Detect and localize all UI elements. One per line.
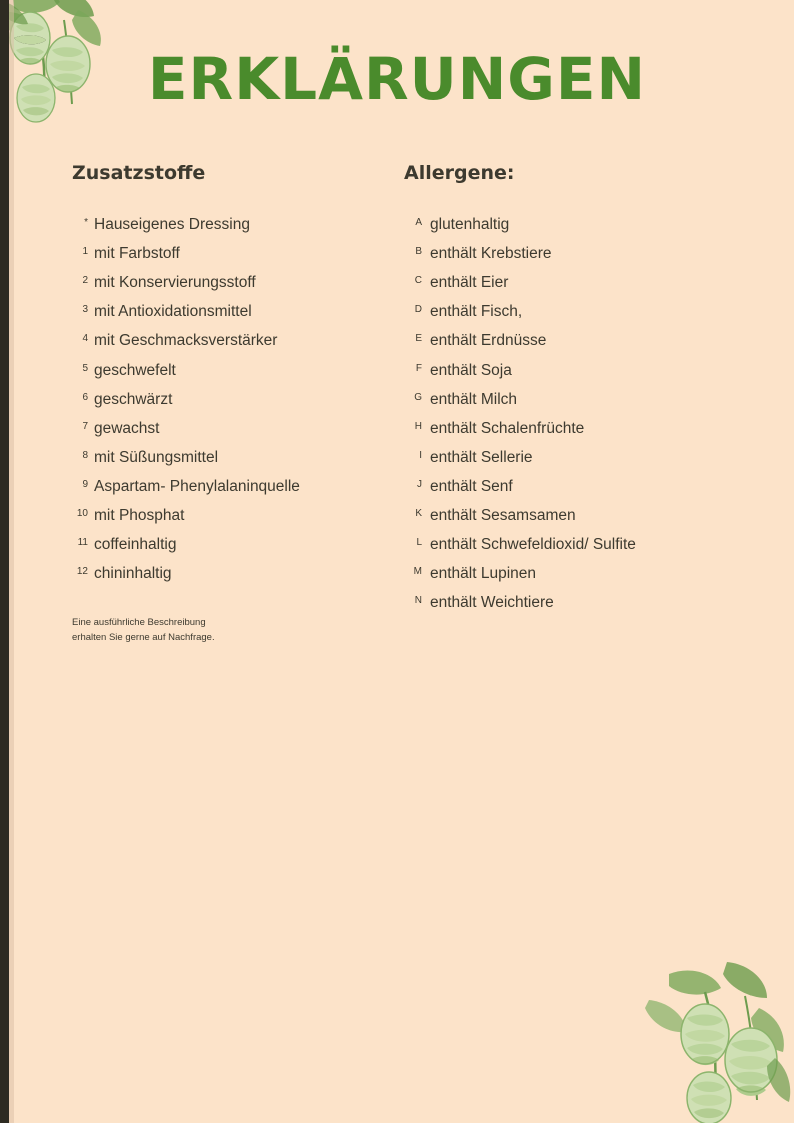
additive-marker: 6 <box>82 391 88 403</box>
allergen-marker: A <box>415 217 422 228</box>
list-item <box>404 270 746 295</box>
allergen-marker: F <box>415 362 422 374</box>
additive-marker: 7 <box>82 420 88 432</box>
additive-label: mit Geschmacksverstärker <box>94 332 278 350</box>
additive-label: geschwärzt <box>94 390 173 408</box>
allergen-label: enthält Schalenfrüchte <box>430 419 585 437</box>
additive-marker: 3 <box>82 304 88 316</box>
list-item <box>404 503 746 528</box>
allergen-marker: N <box>414 595 422 607</box>
hop-cone-icon-bottom-right <box>609 948 794 1123</box>
allergen-label: enthält Eier <box>430 274 509 292</box>
allergen-label: enthält Milch <box>430 390 518 408</box>
additive-marker: * <box>84 217 88 228</box>
additive-label: mit Phosphat <box>94 507 185 525</box>
additive-marker: 9 <box>82 478 88 490</box>
additive-label: gewachst <box>94 419 160 437</box>
allergen-label: enthält Schwefeldioxid/ Sulfite <box>430 536 636 554</box>
additive-label: coffeinhaltig <box>94 536 177 554</box>
list-item <box>72 270 404 295</box>
list-item <box>72 561 404 586</box>
allergen-label: enthält Weichtiere <box>430 594 554 612</box>
page-edge-strip <box>0 0 9 1123</box>
list-item <box>404 474 746 499</box>
list-item <box>404 416 746 441</box>
allergens-list <box>404 212 746 616</box>
additives-column <box>72 162 404 646</box>
list-item <box>72 241 404 266</box>
allergen-marker: I <box>419 449 422 461</box>
allergen-label: enthält Fisch, <box>430 303 523 321</box>
allergen-marker: L <box>416 537 422 549</box>
list-item <box>72 416 404 441</box>
allergen-label: enthält Erdnüsse <box>430 332 547 350</box>
additive-marker: 8 <box>82 449 88 461</box>
footnote-line-2: erhalten Sie gerne auf Nachfrage. <box>72 632 215 644</box>
explanations-content <box>72 162 746 646</box>
additives-footnote <box>72 616 292 645</box>
allergen-label: enthält Krebstiere <box>430 245 552 263</box>
additive-marker: 11 <box>77 537 88 549</box>
allergen-label: enthält Soja <box>430 361 512 379</box>
additive-label: mit Konservierungsstoff <box>94 274 256 292</box>
page-edge-shadow <box>9 0 14 1123</box>
additive-label: Aspartam- Phenylalaninquelle <box>94 477 300 495</box>
additive-label: mit Süßungsmittel <box>94 448 219 466</box>
list-item <box>72 358 404 383</box>
list-item <box>72 328 404 353</box>
allergen-marker: D <box>414 304 422 316</box>
additives-list <box>72 212 404 586</box>
additive-marker: 10 <box>76 508 88 520</box>
allergen-marker: H <box>414 420 422 432</box>
page-title: ERKLÄRUNGEN <box>147 45 647 113</box>
allergen-label: glutenhaltig <box>430 216 510 233</box>
additive-label: geschwefelt <box>94 361 176 379</box>
allergens-heading: Allergene: <box>404 162 515 184</box>
allergen-marker: G <box>414 391 422 403</box>
footnote-line-1: Eine ausführliche Beschreibung <box>72 617 206 629</box>
list-item <box>404 212 746 237</box>
allergens-column <box>404 162 746 646</box>
list-item <box>404 299 746 324</box>
additive-label: chininhaltig <box>94 565 172 583</box>
allergen-label: enthält Sellerie <box>430 448 533 466</box>
allergen-marker: E <box>415 333 422 345</box>
list-item <box>404 328 746 353</box>
allergen-marker: K <box>415 508 422 520</box>
allergen-marker: M <box>413 566 422 578</box>
list-item <box>404 590 746 615</box>
additive-label: mit Farbstoff <box>94 245 180 263</box>
list-item <box>72 503 404 528</box>
allergen-label: enthält Lupinen <box>430 565 537 583</box>
hop-cone-icon-top-left <box>0 0 124 161</box>
list-item <box>72 212 404 237</box>
allergen-marker: C <box>414 275 422 287</box>
list-item <box>72 387 404 412</box>
allergen-marker: J <box>417 478 422 490</box>
additive-marker: 1 <box>82 246 88 258</box>
list-item <box>72 445 404 470</box>
additive-label: Hauseigenes Dressing <box>94 216 250 233</box>
list-item <box>72 532 404 557</box>
additives-heading: Zusatzstoffe <box>72 162 206 184</box>
list-item <box>72 299 404 324</box>
allergen-label: enthält Senf <box>430 477 513 495</box>
list-item <box>72 474 404 499</box>
allergen-marker: B <box>415 246 422 258</box>
list-item <box>404 241 746 266</box>
additive-label: mit Antioxidationsmittel <box>94 303 252 321</box>
additive-marker: 4 <box>82 333 88 345</box>
additive-marker: 12 <box>76 566 88 578</box>
allergen-label: enthält Sesamsamen <box>430 507 576 525</box>
list-item <box>404 561 746 586</box>
list-item <box>404 532 746 557</box>
list-item <box>404 358 746 383</box>
additive-marker: 2 <box>82 275 88 287</box>
list-item <box>404 445 746 470</box>
list-item <box>404 387 746 412</box>
additive-marker: 5 <box>82 362 88 374</box>
